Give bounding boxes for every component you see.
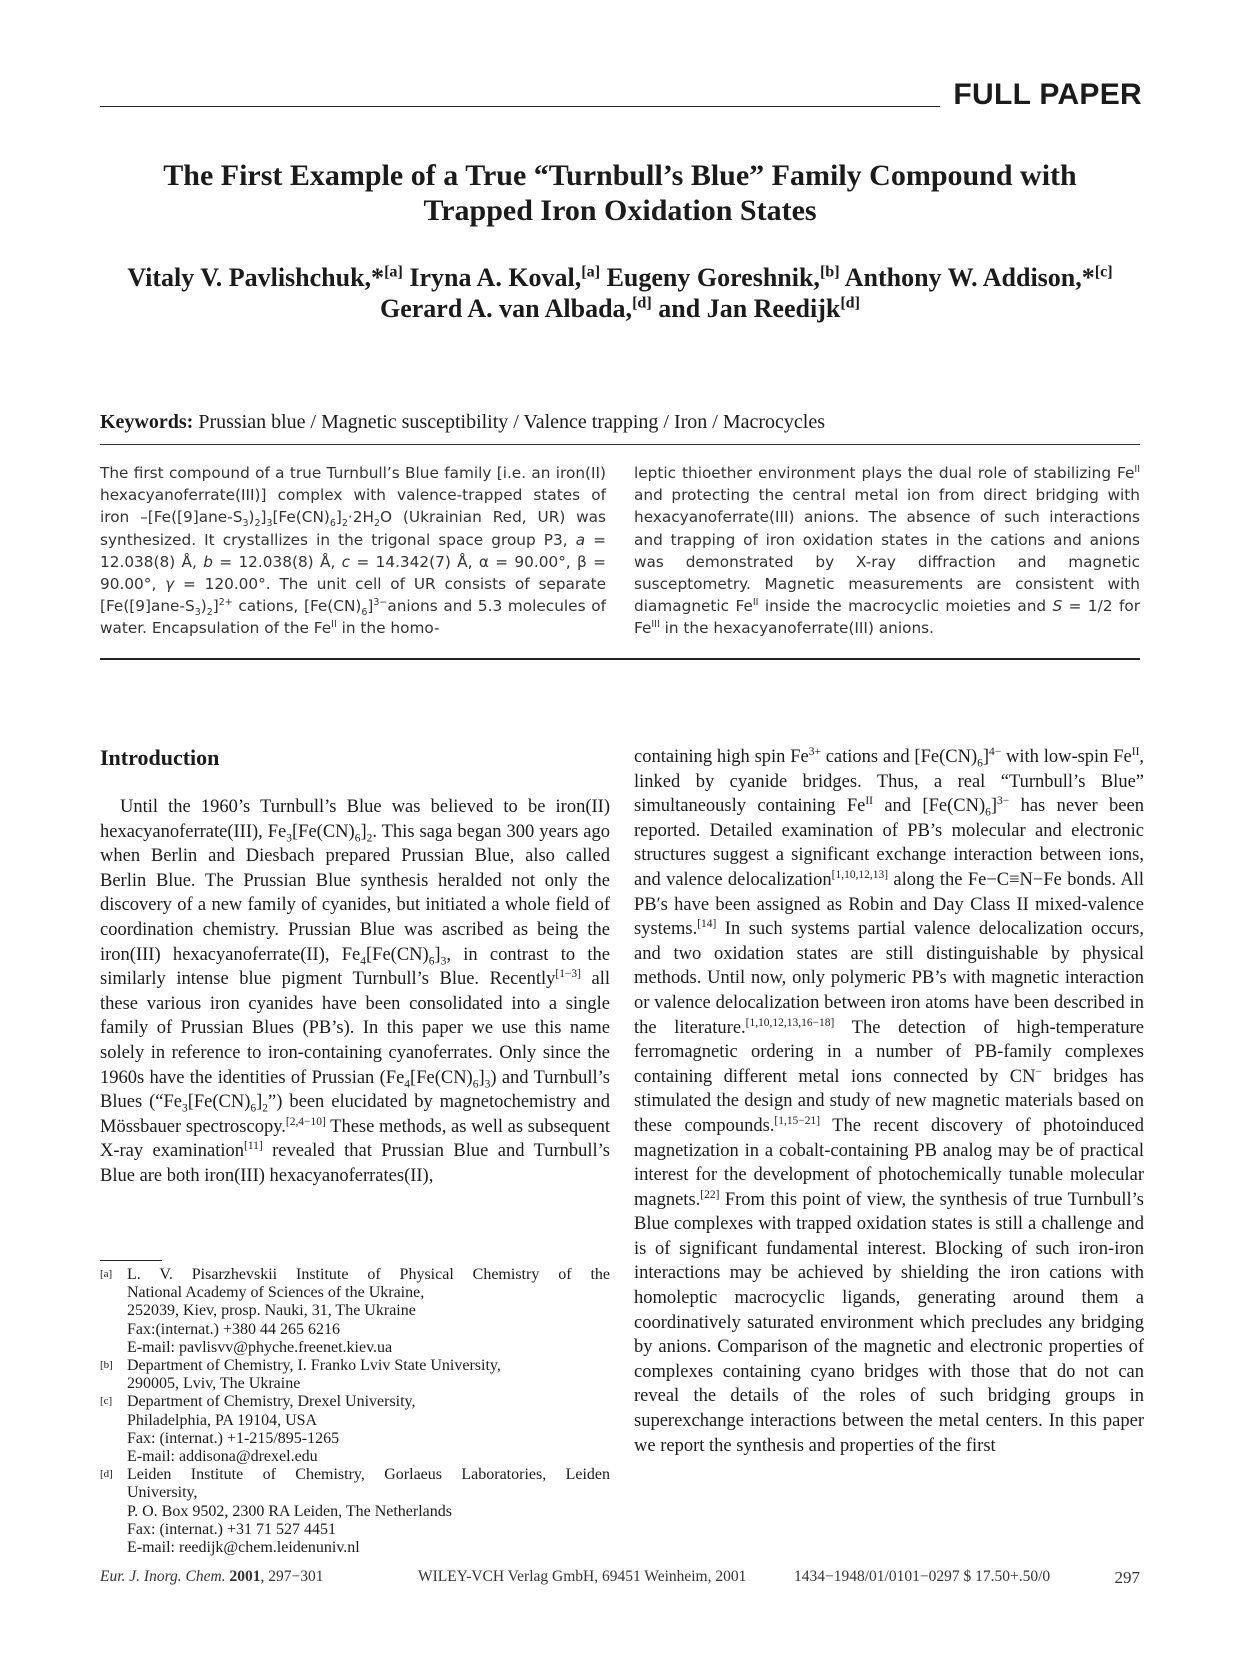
affiliation-mark: [d] (840, 294, 861, 312)
affiliation-footnotes (100, 1266, 610, 1557)
footnote-line: E-mail: reedijk@chem.leidenuniv.nl (127, 1539, 360, 1557)
body-left-column (100, 795, 610, 1189)
affiliation-mark: [c] (1094, 263, 1113, 281)
author: Vitaly V. Pavlishchuk,* (127, 263, 385, 292)
footnote-rule (100, 1260, 162, 1261)
page-number: 297 (1114, 1568, 1140, 1587)
author-line-1 (100, 262, 1140, 293)
abstract-rule (100, 658, 1140, 660)
paragraph: Until the 1960’s Turnbull’s Blue was believed to be iron(II) hexacyanoferrate(III), $Fe_3[Fe(CN)_6]_2$. This saga began 300 years ago when Berlin and Diesbach prepared Prussian Blue, also called Berlin Blue. The Prussian Blue synthesis heralded not only the discovery of a new family of cyanides, but initiated a whole field of coordination chemistry. Prussian Blue was ascribed as being the iron(III) hexacyanoferrate(II), $Fe_4[Fe(CN)_6]_3$, in contrast to the similarly intense blue pigment Turnbull’s Blue. Recently[1−3] all these various iron cyanides have been consolidated into a single family of Prussian Blues (PB’s). In this paper we use this name solely in reference to iron-containing cyanoferrates. Only since the 1960s have the identities of Prussian $(Fe_4[Fe(CN)_6]_3)$ and Turnbull’s Blues $(“Fe_3[Fe(CN)_6]_2”)$ been elucidated by magnetochemistry and Mössbauer spectroscopy.[2,4−10] These methods, as well as subsequent X-ray examination[11] revealed that Prussian Blue and Turnbull’s Blue are both iron(III) hexacyanoferrates(II), (100, 797, 611, 1186)
affiliation-mark: [a] (384, 263, 403, 281)
footnote-line: Fax: (internat.) +1-215/895-1265 (127, 1429, 340, 1447)
section-label: FULL PAPER (953, 78, 1142, 111)
keywords-text: Prussian blue / Magnetic susceptibility / Valence trapping / Iron / Macrocycles (198, 411, 826, 433)
affiliation-mark: [d] (632, 294, 652, 312)
footnote-mark: [c] (100, 1395, 113, 1408)
affiliation-mark: [b] (819, 263, 840, 281)
author: Iryna A. Koval, (409, 263, 582, 292)
section-heading-introduction: Introduction (100, 745, 220, 770)
footnote-line: E-mail: pavlisvv@phyche.freenet.kiev.ua (127, 1338, 393, 1356)
footnote-mark: [b] (100, 1359, 113, 1372)
footnote-d (100, 1466, 610, 1557)
footnote-c (100, 1393, 610, 1466)
author-line-2 (100, 293, 1140, 324)
citation: [1,10,12,13] (831, 868, 889, 881)
title-line-2: Trapped Iron Oxidation States (423, 194, 817, 227)
footnote-line: Department of Chemistry, I. Franko Lviv State University, (127, 1357, 501, 1375)
affiliation-mark: [a] (581, 263, 601, 281)
keywords-label: Keywords: (100, 411, 194, 433)
footnote-line: Philadelphia, PA 19104, USA (127, 1411, 318, 1429)
header-rule (100, 106, 940, 107)
body-right-column (634, 745, 1144, 1458)
keywords-rule (100, 444, 1140, 445)
footnote-line: E-mail: addisona@drexel.edu (127, 1448, 318, 1466)
footnote-line: Leiden Institute of Chemistry, Gorlaeus Laboratories, Leiden (127, 1466, 610, 1484)
citation: [11] (244, 1140, 263, 1153)
footnote-line: L. V. Pisarzhevskii Institute of Physical Chemistry of the (127, 1266, 610, 1283)
article-title (100, 158, 1140, 228)
footnote-mark: [a] (100, 1268, 113, 1280)
footnote-b (100, 1357, 610, 1393)
title-line-1: The First Example of a True “Turnbull’s Blue” Family Compound with (163, 159, 1077, 192)
citation: [2,4−10] (285, 1115, 326, 1128)
footnote-line: National Academy of Sciences of the Ukraine, (127, 1284, 425, 1302)
citation: [1−3] (555, 968, 581, 980)
footnote-line: 252039, Kiev, prosp. Nauki, 31, The Ukraine (127, 1302, 416, 1320)
footer-publisher: WILEY-VCH Verlag GmbH, 69451 Weinheim, 2001 (418, 1568, 747, 1585)
footnote-line: P. O. Box 9502, 2300 RA Leiden, The Netherlands (127, 1502, 453, 1520)
citation: [1,10,12,13,16−18] (745, 1016, 835, 1029)
footnote-line: University, (127, 1484, 198, 1502)
citation: [14] (697, 918, 717, 930)
footnote-mark: [d] (100, 1468, 113, 1481)
footnote-line: Fax: (internat.) +31 71 527 4451 (127, 1520, 336, 1538)
abstract-right-column: leptic thioether environment plays the dual role of stabilizing $Fe^{II}$ and protecting the central metal ion from direct bridging with hexacyanoferrate(III) anions. The absence of such interactions and trapping of iron oxidation states in the cations and anions was demonstrated by X-ray diffraction and magnetic susceptometry. Magnetic measurements are consistent with diamagnetic $Fe^{II}$ inside the macrocyclic moieties and S = 1/2 for $Fe^{III}$ in the hexacyanoferrate(III) anions. (634, 463, 1140, 638)
citation: [1,15−21] (774, 1114, 821, 1127)
footnote-a (100, 1266, 610, 1357)
footnote-line: Fax:(internat.) +380 44 265 6216 (127, 1320, 340, 1338)
author: Jan Reedijk (706, 294, 841, 323)
footnote-line: Department of Chemistry, Drexel University, (127, 1393, 416, 1411)
author: Eugeny Goreshnik, (606, 263, 820, 292)
keywords (100, 410, 1140, 434)
footer-code: 1434−1948/01/0101−0297 $ 17.50+.50/0 (794, 1568, 1051, 1585)
paragraph: containing high spin $Fe^{3+}$ cations and $[Fe(CN)_6]^{4-}$ with low-spin $Fe^{II}$, linked by cyanide bridges. Thus, a real “Turnbull’s Blue” simultaneously containing $Fe^{II}$ and $[Fe(CN)_6]^{3-}$ has never been reported. Detailed examination of PB’s molecular and electronic structures suggest a significant exchange interaction between ions, and valence delocalization[1,10,12,13] along the Fe−C≡N−Fe bonds. All PB′s have been assigned as Robin and Day Class II mixed-valence systems.[14] In such systems partial valence delocalization occurs, and two oxidation states are still distinguishable by physical methods. Until now, only polymeric PB’s with magnetic interaction or valence delocalization between iron atoms have been described in the literature.[1,10,12,13,16−18] The detection of high-temperature ferromagnetic ordering in a number of PB-family complexes containing different metal ions connected by CN− bridges has stimulated the design and study of new magnetic materials based on these compounds.[1,15−21] The recent discovery of photoinduced magnetization in a cobalt-containing PB analog may be of practical interest for the development of photochemically tunable molecular magnets.[22] From this point of view, the synthesis of true Turnbull’s Blue complexes with trapped oxidation states is still a challenge and is of significant fundamental interest. Blocking of such iron-iron interactions may be achieved by shielding the iron cations with homoleptic macrocyclic ligands, generating around them a coordinatively saturated environment which precludes any bridging by anions. Comparison of the magnetic and electronic properties of complexes containing cyano bridges with those that do not can reveal the details of the roles of such bridging groups in superexchange interactions between the metal centers. In this paper we report the synthesis and properties of the first (634, 745, 1145, 1456)
author-conjunction: and (658, 294, 701, 323)
author: Gerard A. van Albada, (379, 294, 633, 323)
author-list (100, 262, 1140, 324)
abstract-left-column: The first compound of a true Turnbull’s Blue family [i.e. an iron(II) hexacyanoferrate(III)] complex with valence-trapped states of iron $-[Fe([9]ane-S_3)_2]_3[Fe(CN)_6]_2\cdot 2H_2O$ (Ukrainian Red, UR) was synthesized. It crystallizes in the trigonal space group P3, a = 12.038(8) Å, b = 12.038(8) Å, c = 14.342(7) Å, α = 90.00°, β = 90.00°, γ = 120.00°. The unit cell of UR consists of separate $[Fe([9]ane-S_3)_2]^{2+}$ cations, $[Fe(CN)_6]^{3-}anions$ and 5.3 molecules of water. Encapsulation of the $Fe^{II}$ in the homo- (100, 464, 607, 638)
footnote-line: 290005, Lviv, The Ukraine (127, 1375, 301, 1393)
footer-citation: Eur. J. Inorg. Chem. 2001, 297−301 (100, 1568, 324, 1585)
citation: [22] (700, 1188, 720, 1201)
author: Anthony W. Addison,* (844, 263, 1095, 292)
